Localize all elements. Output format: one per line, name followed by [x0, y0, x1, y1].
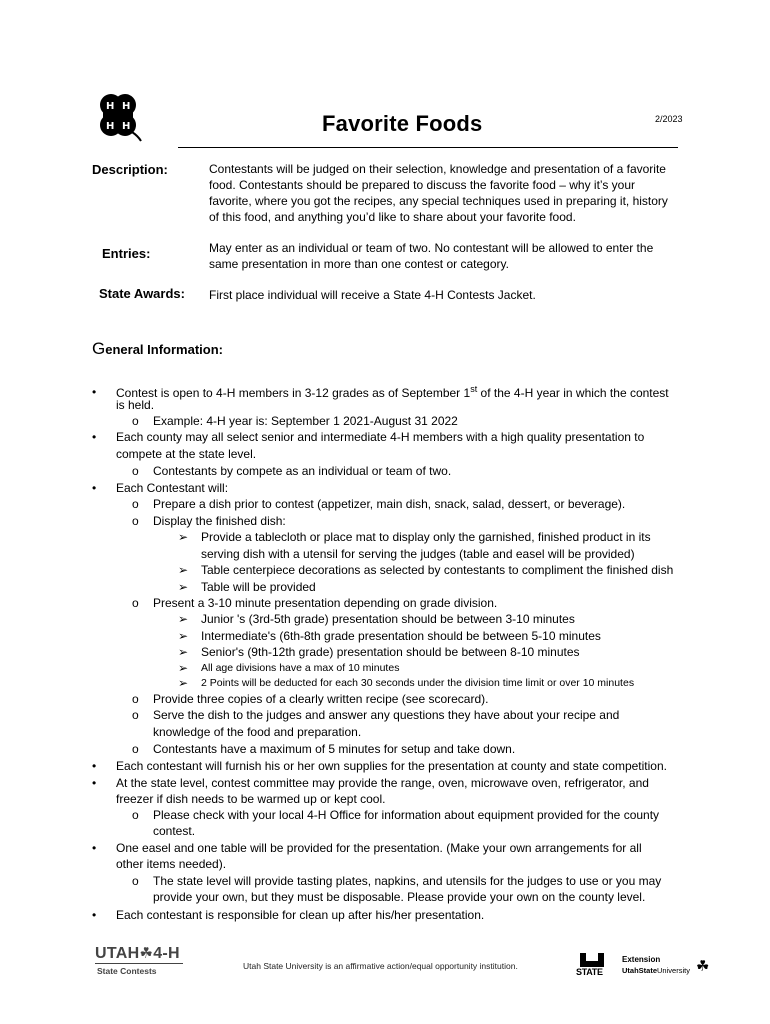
description-line: Contestants will be judged on their selection, knowledge and presentation of a favorite: [209, 162, 666, 176]
list-item: Example: 4-H year is: September 1 2021-August 31 2022: [153, 414, 458, 428]
list-item: freezer if dish needs to be warmed up or kept cool.: [116, 792, 386, 806]
awards-label: State Awards:: [99, 286, 185, 301]
bullet-marker: •: [92, 841, 97, 855]
clover-icon: ☘: [696, 958, 710, 975]
list-item: Each county may all select senior and intermediate 4-H members with a high quality presentation to: [116, 430, 645, 444]
arrow-marker: ➢: [178, 661, 189, 675]
list-item: Senior's (9th-12th grade) presentation should be between 8-10 minutes: [201, 645, 580, 659]
entries-label: Entries:: [102, 246, 151, 261]
list-item: compete at the state level.: [116, 447, 257, 461]
svg-text:H: H: [106, 101, 115, 112]
svg-text:H: H: [122, 101, 131, 112]
general-info-heading: General Information:: [92, 339, 223, 358]
description-line: of this food, and anything you’d like to share about your favorite food.: [209, 210, 576, 224]
footer-disclaimer: Utah State University is an affirmative action/equal opportunity institution.: [243, 961, 518, 971]
bullet-marker: •: [92, 481, 97, 495]
entries-line: same presentation in more than one contest or category.: [209, 257, 509, 271]
list-item: Display the finished dish:: [153, 514, 286, 528]
circle-marker: o: [132, 742, 139, 756]
entries-line: May enter as an individual or team of two. No contestant will be allowed to enter the: [209, 241, 654, 255]
list-item: Each Contestant will:: [116, 481, 229, 495]
list-item: Junior 's (3rd-5th grade) presentation should be between 3-10 minutes: [201, 612, 575, 626]
clover-icon: ☘: [139, 945, 154, 962]
arrow-marker: ➢: [178, 580, 189, 594]
list-item: Provide a tablecloth or place mat to display only the garnished, finished product in its: [201, 530, 651, 544]
circle-marker: o: [132, 808, 139, 822]
bullet-marker: •: [92, 759, 97, 773]
list-item: Provide three copies of a clearly written recipe (see scorecard).: [153, 692, 489, 706]
page-title: Favorite Foods: [322, 111, 483, 136]
entries-text: [209, 240, 701, 272]
list-item: Serve the dish to the judges and answer any questions they have about your recipe and: [153, 708, 620, 722]
circle-marker: o: [132, 596, 139, 610]
list-item: Each contestant is responsible for clean up after his/her presentation.: [116, 908, 485, 922]
revision-date: 2/2023: [655, 114, 683, 124]
list-item: Prepare a dish prior to contest (appetizer, main dish, snack, salad, dessert, or beverage).: [153, 497, 626, 511]
circle-marker: o: [132, 464, 139, 478]
list-item: One easel and one table will be provided for the presentation. (Make your own arrangements for all: [116, 841, 642, 855]
bullet-marker: •: [92, 776, 97, 790]
list-item: contest.: [153, 824, 196, 838]
description-line: favorite, where you got the recipes, any special techniques used in preparing it, history: [209, 194, 668, 208]
description-text: [209, 161, 701, 225]
list-item: The state level will provide tasting plates, napkins, and utensils for the judges to use or you may: [153, 874, 662, 888]
list-item: Contest is open to 4-H members in 3-12 grades as of September 1st of the 4-H year in which the contest: [116, 384, 669, 400]
list-item: Please check with your local 4-H Office for information about equipment provided for the county: [153, 808, 660, 822]
title-rule: [178, 147, 678, 148]
list-item: serving dish with a utensil for serving the judges (table and easel will be provided): [201, 547, 635, 561]
arrow-marker: ➢: [178, 676, 189, 690]
list-item: At the state level, contest committee may provide the range, oven, microwave oven, refrigerator, and: [116, 776, 649, 790]
bullet-marker: •: [92, 430, 97, 444]
list-item: is held.: [116, 398, 155, 412]
arrow-marker: ➢: [178, 629, 189, 643]
svg-text:H: H: [106, 121, 115, 132]
clover-logo: [94, 92, 148, 142]
arrow-marker: ➢: [178, 563, 189, 577]
list-item: Intermediate's (6th-8th grade presentation should be between 5-10 minutes: [201, 629, 601, 643]
bullet-marker: •: [92, 385, 97, 399]
list-item: Table centerpiece decorations as selected by contestants to compliment the finished dish: [201, 563, 674, 577]
list-item: Each contestant will furnish his or her own supplies for the presentation at county and state competition.: [116, 759, 667, 773]
list-item: provide your own, but they must be disposable. Please provide your own on the county level.: [153, 890, 646, 904]
list-item: Table will be provided: [201, 580, 316, 594]
circle-marker: o: [132, 497, 139, 511]
svg-text:H: H: [122, 121, 131, 132]
circle-marker: o: [132, 514, 139, 528]
circle-marker: o: [132, 692, 139, 706]
list-item: other items needed).: [116, 857, 227, 871]
list-item: All age divisions have a max of 10 minutes: [201, 662, 400, 674]
description-label: Description:: [92, 162, 168, 177]
list-item: 2 Points will be deducted for each 30 seconds under the division time limit or over 10 minutes: [201, 677, 635, 689]
bullet-marker: •: [92, 908, 97, 922]
awards-text: First place individual will receive a State 4-H Contests Jacket.: [209, 288, 536, 302]
list-item: Present a 3-10 minute presentation depending on grade division.: [153, 596, 498, 610]
list-item: knowledge of the food and preparation.: [153, 725, 362, 739]
list-item: Contestants by compete as an individual or team of two.: [153, 464, 452, 478]
arrow-marker: ➢: [178, 645, 189, 659]
utah-4h-logo: UTAH☘4-H State Contests: [95, 945, 183, 976]
list-item: Contestants have a maximum of 5 minutes for setup and take down.: [153, 742, 516, 756]
circle-marker: o: [132, 874, 139, 888]
description-line: food. Contestants should be prepared to discuss the favorite food – why it’s your: [209, 178, 636, 192]
arrow-marker: ➢: [178, 612, 189, 626]
arrow-marker: ➢: [178, 530, 189, 544]
circle-marker: o: [132, 414, 139, 428]
circle-marker: o: [132, 708, 139, 722]
